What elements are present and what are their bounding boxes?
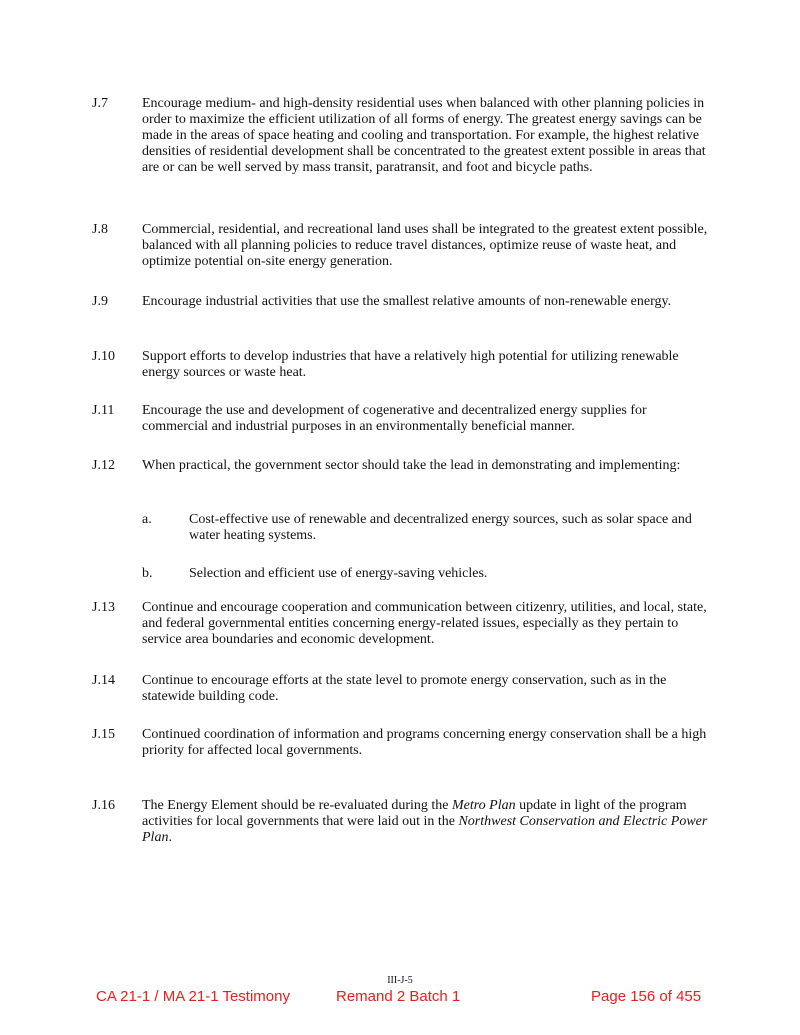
- policy-text: Commercial, residential, and recreational land uses shall be integrated to the greatest extent possible, balanced with all planning policies to reduce travel distances, optimize reuse of waste heat, and optimize potential on-site energy generation.: [142, 222, 708, 269]
- policy-number: J.14: [92, 673, 115, 688]
- policy-number: J.13: [92, 600, 115, 615]
- subitem-letter: a.: [142, 512, 152, 527]
- policy-number: J.12: [92, 458, 115, 473]
- policy-text-part: update in light of the program activities for local governments that were laid out in the: [142, 798, 687, 829]
- policy-number: J.16: [92, 798, 115, 813]
- subitem-text: Selection and efficient use of energy-saving vehicles.: [189, 566, 488, 581]
- policy-j7: [92, 96, 712, 176]
- policy-number: J.7: [92, 96, 108, 111]
- policy-number: J.11: [92, 403, 115, 418]
- policy-text: Continue and encourage cooperation and communication between citizenry, utilities, and local, state, and federal governmental entities concerning energy-related issues, especially as they pertain to service area boundaries and economic development.: [142, 600, 707, 647]
- policy-text: Encourage industrial activities that use the smallest relative amounts of non-renewable energy.: [142, 294, 672, 309]
- policy-j16: [92, 798, 712, 846]
- footer-left: CA 21-1 / MA 21-1 Testimony: [96, 988, 290, 1005]
- subitem-a: [142, 512, 702, 544]
- policy-text: Continued coordination of information and programs concerning energy conservation shall be a high priority for affected local governments.: [142, 727, 707, 758]
- plan-title-metro: Metro Plan: [451, 798, 516, 813]
- footer-center: Remand 2 Batch 1: [336, 988, 461, 1005]
- policy-j8: [92, 222, 712, 270]
- policy-j10: [92, 349, 712, 381]
- policy-j15: [92, 727, 712, 759]
- policy-j9: [92, 294, 712, 310]
- subitem-b: [142, 566, 702, 582]
- policy-text: Encourage medium- and high-density residential uses when balanced with other planning policies in order to maximize the efficient utilization of all forms of energy. The greatest energy savings can be made in the areas of space heating and cooling and transportation. For example, the highest relative densities of residential development shall be concentrated to the greatest extent possible in areas that are or can be well served by mass transit, paratransit, and foot and bicycle paths.: [142, 96, 706, 175]
- policy-number: J.8: [92, 222, 108, 237]
- policy-text: [142, 798, 712, 846]
- policy-text: Encourage the use and development of cogenerative and decentralized energy supplies for commercial and industrial purposes in an environmentally beneficial manner.: [142, 403, 647, 434]
- footer-right: Page 156 of 455: [591, 988, 702, 1005]
- policy-text-part: The Energy Element should be re-evaluated during the: [142, 798, 452, 813]
- subitem-letter: b.: [142, 566, 153, 581]
- policy-text-part: .: [168, 830, 172, 845]
- policy-number: J.15: [92, 727, 115, 742]
- policy-text: Continue to encourage efforts at the state level to promote energy conservation, such as in the statewide building code.: [142, 673, 667, 704]
- policy-j11: [92, 403, 712, 435]
- policy-text: When practical, the government sector should take the lead in demonstrating and implementing:: [142, 458, 681, 473]
- policy-text: Support efforts to develop industries that have a relatively high potential for utilizing renewable energy sources or waste heat.: [142, 349, 679, 380]
- page-number: III-J-5: [387, 975, 413, 986]
- policy-j14: [92, 673, 712, 705]
- policy-j12: [92, 458, 712, 474]
- policy-j13: [92, 600, 712, 648]
- subitem-text: Cost-effective use of renewable and decentralized energy sources, such as solar space and water heating systems.: [189, 512, 692, 543]
- plan-title-northwest: Northwest Conservation and Electric Power Plan: [142, 814, 708, 845]
- policy-number: J.10: [92, 349, 115, 364]
- policy-number: J.9: [92, 294, 108, 309]
